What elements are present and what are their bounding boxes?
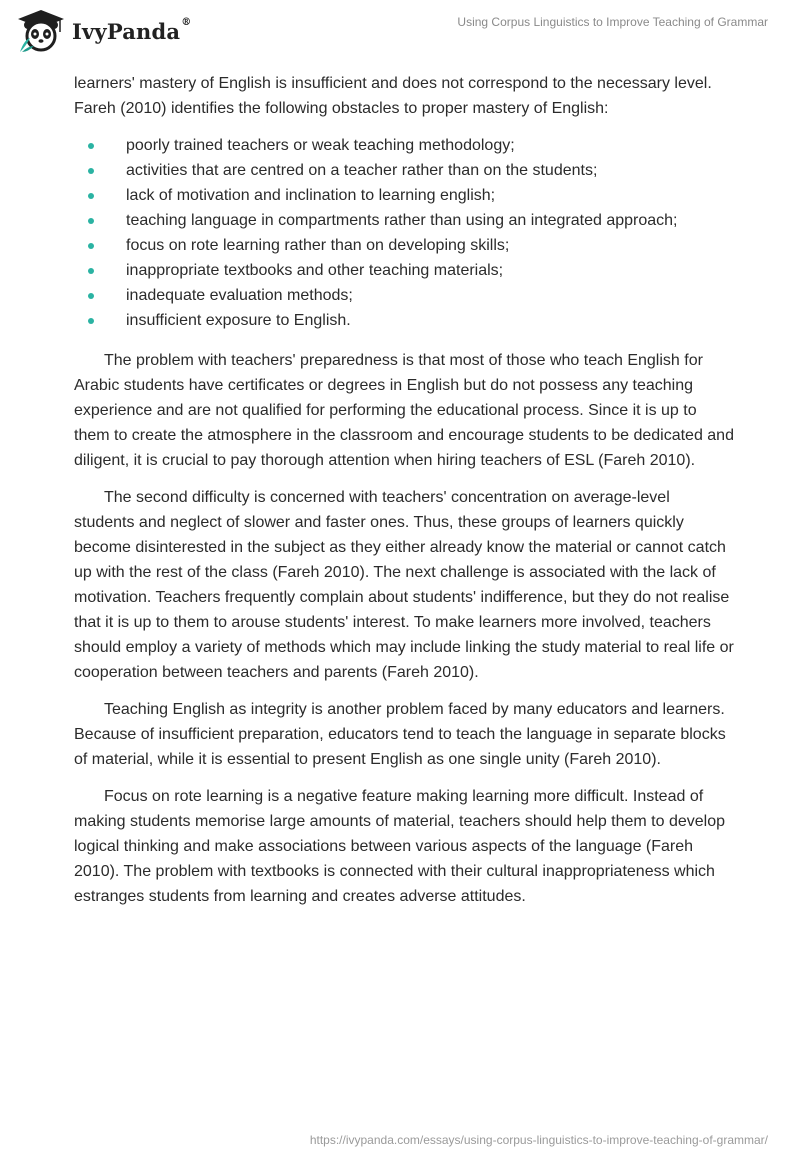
- panda-logo-icon: [16, 8, 66, 54]
- list-item: teaching language in compartments rather than using an integrated approach;: [74, 208, 734, 233]
- list-item: lack of motivation and inclination to learning english;: [74, 183, 734, 208]
- source-url-link[interactable]: https://ivypanda.com/essays/using-corpus-linguistics-to-improve-teaching-of-grammar/: [309, 1133, 768, 1147]
- list-item: inappropriate textbooks and other teaching materials;: [74, 258, 734, 283]
- list-item: inadequate evaluation methods;: [74, 283, 734, 308]
- intro-paragraph: learners' mastery of English is insufficient and does not correspond to the necessary level. Fareh (2010) identifies the following obstacles to proper mastery of English:: [74, 75, 712, 117]
- paragraph: Focus on rote learning is a negative feature making learning more difficult. Instead of making students memorise large amounts of material, teachers should help them to develop logical thinking and make associations between various aspects of the language (Fareh 2010). The problem with textbooks is connected with their cultural inappropriateness which estranges students from learning and creates adverse attitudes.: [74, 788, 726, 905]
- list-item: focus on rote learning rather than on developing skills;: [74, 233, 734, 258]
- header: [0, 0, 800, 70]
- paragraph: Teaching English as integrity is another problem faced by many educators and learners. Because of insufficient preparation, educators tend to teach the language in separate blocks of material, while it is essential to present English as one single unity (Fareh 2010).: [74, 701, 726, 768]
- list-item: activities that are centred on a teacher rather than on the students;: [74, 158, 734, 183]
- document-title: Using Corpus Linguistics to Improve Teaching of Grammar: [457, 15, 768, 29]
- paragraph: The second difficulty is concerned with teachers' concentration on average-level students and neglect of slower and faster ones. Thus, these groups of learners quickly become disinterested in the subject as they either already know the material or cannot catch up with the rest of the class (Fareh 2010). The next challenge is associated with the lack of motivation. Teachers frequently complain about students' indifference, but they do not realise that it is up to them to arouse students' interest. To make learners more involved, teachers should employ a variety of methods which may include linking the study material to real life or cooperation between teachers and parents (Fareh 2010).: [74, 489, 734, 681]
- list-item: poorly trained teachers or weak teaching methodology;: [74, 133, 734, 158]
- brand-name: IvyPanda®: [72, 16, 192, 44]
- obstacles-list: [74, 133, 734, 333]
- logo[interactable]: [16, 8, 191, 54]
- paragraph: The problem with teachers' preparedness is that most of those who teach English for Arabic students have certificates or degrees in English but do not possess any teaching experience and are not qualified for performing the educational process. Since it is up to them to create the atmosphere in the classroom and encourage students to be dedicated and diligent, it is crucial to pay thorough attention when hiring teachers of ESL (Fareh 2010).: [74, 352, 734, 469]
- essay-content: [74, 71, 734, 921]
- list-item: insufficient exposure to English.: [74, 308, 734, 333]
